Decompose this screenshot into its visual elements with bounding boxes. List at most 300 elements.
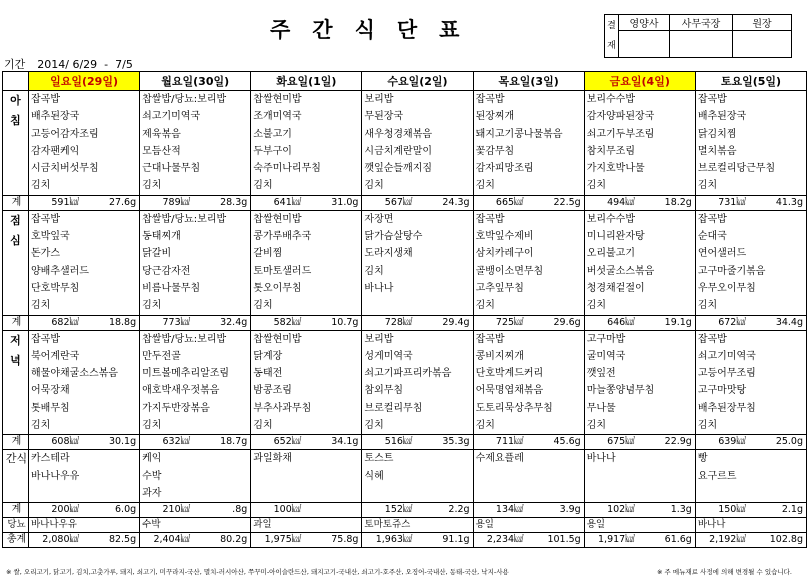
menu-item: 굴미역국 bbox=[586, 350, 626, 362]
menu-item: 찹쌀밥/당뇨:보리밥 bbox=[142, 213, 227, 225]
diabetic-cell: 용일 bbox=[584, 518, 695, 533]
subtotal-cell bbox=[251, 435, 362, 450]
snack-cell bbox=[251, 450, 362, 503]
menu-item: 잡곡밥 bbox=[31, 213, 60, 225]
menu-item: 김치 bbox=[253, 300, 273, 312]
subtotal-cell bbox=[140, 503, 251, 518]
menu-cell bbox=[695, 91, 806, 196]
menu-item: 만두전골 bbox=[142, 350, 181, 362]
protein-value: 1.3g bbox=[670, 504, 692, 516]
menu-item: 시금치계란말이 bbox=[364, 145, 433, 157]
subtotal-cell bbox=[29, 315, 140, 330]
protein-value: 19.1g bbox=[664, 316, 692, 328]
menu-item: 브로컬리당근무침 bbox=[697, 163, 776, 175]
meal-label: 아침 bbox=[3, 91, 29, 196]
menu-item: 닭갈비 bbox=[142, 248, 172, 260]
approval-box bbox=[604, 14, 792, 58]
snack-item: 토스트 bbox=[364, 453, 394, 465]
menu-item: 어묵장채 bbox=[31, 385, 70, 397]
subtotal-label: 계 bbox=[3, 195, 29, 210]
kcal-value: 591㎉ bbox=[51, 196, 79, 208]
menu-cell bbox=[584, 91, 695, 196]
protein-value: 80.2g bbox=[220, 534, 248, 546]
snack-item: 빵 bbox=[697, 453, 708, 465]
day-header: 월요일(30일) bbox=[140, 72, 251, 91]
approval-sign-head bbox=[733, 31, 792, 58]
menu-item: 잡곡밥 bbox=[31, 333, 60, 345]
protein-value: 29.4g bbox=[442, 316, 470, 328]
kcal-value: 682㎉ bbox=[51, 316, 79, 328]
protein-value: 30.1g bbox=[108, 436, 137, 448]
menu-item: 된장찌개 bbox=[475, 111, 515, 123]
menu-item: 참치무조림 bbox=[586, 145, 636, 157]
menu-item: 배추된장국 bbox=[697, 111, 747, 123]
subtotal-cell bbox=[473, 315, 584, 330]
grand-total-cell bbox=[584, 533, 695, 548]
subtotal-label: 계 bbox=[3, 503, 29, 518]
kcal-value: 639㎉ bbox=[718, 436, 746, 448]
menu-cell bbox=[695, 210, 806, 315]
protein-value: 29.6g bbox=[553, 316, 581, 328]
menu-item: 동태전 bbox=[253, 368, 283, 380]
grand-total-cell bbox=[362, 533, 473, 548]
menu-item: 우무오이무침 bbox=[697, 282, 756, 294]
snack-item: 바나나우유 bbox=[31, 470, 80, 482]
kcal-value: 652㎉ bbox=[273, 436, 302, 448]
grand-total-cell bbox=[695, 533, 806, 548]
approval-role-director: 사무국장 bbox=[670, 15, 733, 31]
menu-cell bbox=[362, 91, 473, 196]
subtotal-cell bbox=[695, 315, 806, 330]
approval-role-dietitian: 영양사 bbox=[619, 15, 670, 31]
menu-item: 가지호박나물 bbox=[586, 163, 645, 175]
approval-side-label: 결재 bbox=[605, 15, 619, 58]
menu-item: 골뱅이소면무침 bbox=[475, 265, 544, 277]
menu-item: 해물야채굴소스볶음 bbox=[31, 368, 118, 380]
menu-item: 찹쌀밥/당뇨:보리밥 bbox=[142, 94, 227, 105]
menu-item: 김치 bbox=[475, 300, 495, 312]
subtotal-cell bbox=[362, 315, 473, 330]
menu-item: 버섯굴소스볶음 bbox=[586, 265, 655, 277]
menu-cell bbox=[140, 330, 251, 435]
kcal-value: 516㎉ bbox=[384, 436, 413, 448]
menu-cell bbox=[140, 210, 251, 315]
kcal-value: 773㎉ bbox=[162, 316, 191, 328]
protein-value: .8g bbox=[232, 504, 248, 516]
menu-item: 김치 bbox=[142, 420, 162, 432]
subtotal-cell bbox=[584, 195, 695, 210]
menu-item: 어묵명엽채볶음 bbox=[475, 385, 544, 397]
grand-total-cell bbox=[140, 533, 251, 548]
kcal-value: 210㎉ bbox=[162, 504, 191, 516]
menu-cell bbox=[140, 91, 251, 196]
subtotal-cell bbox=[140, 315, 251, 330]
ingredient-origin-note: ※ 쌀, 오리고기, 닭고기, 김치,고춧가루, 돼지, 쇠고기, 미꾸라지-국산, 멸치-러시아산, 쭈꾸미-아이슬란드산, 돼지고기-국내산, 쇠고기-호주산, 오징어-국내산, 동태-국산, 낙지-사용 bbox=[6, 568, 509, 576]
kcal-value: 134㎉ bbox=[495, 504, 524, 516]
menu-cell bbox=[473, 210, 584, 315]
menu-item: 호박잎국 bbox=[31, 231, 70, 243]
subtotal-cell bbox=[473, 195, 584, 210]
menu-item: 고구마맛탕 bbox=[697, 385, 747, 397]
snack-item: 카스테라 bbox=[31, 453, 70, 465]
kcal-value: 789㎉ bbox=[162, 196, 191, 208]
period-label: 기간 bbox=[4, 58, 26, 71]
diabetic-cell: 용일 bbox=[473, 518, 584, 533]
kcal-value: 582㎉ bbox=[273, 316, 302, 328]
subtotal-cell bbox=[29, 435, 140, 450]
kcal-value: 646㎉ bbox=[607, 316, 635, 328]
menu-item: 양배추샐러드 bbox=[31, 265, 89, 277]
period-range: 2014/ 6/29 - 7/5 bbox=[37, 58, 133, 71]
menu-item: 도라지생채 bbox=[364, 248, 413, 260]
kcal-value: 494㎉ bbox=[607, 196, 635, 208]
diabetic-cell: 과일 bbox=[251, 518, 362, 533]
grand-total-label: 총계 bbox=[3, 533, 29, 548]
diabetic-cell: 바나나 bbox=[695, 518, 806, 533]
approval-sign-dietitian bbox=[619, 31, 670, 58]
menu-item: 김치 bbox=[31, 180, 51, 192]
grand-total-cell bbox=[251, 533, 362, 548]
menu-item: 김치 bbox=[364, 420, 384, 432]
menu-item: 마늘쫑양념무침 bbox=[586, 385, 655, 397]
protein-value: 18.2g bbox=[664, 196, 692, 208]
grand-total-row bbox=[3, 533, 807, 548]
subtotal-cell bbox=[695, 503, 806, 518]
protein-value: 27.6g bbox=[108, 196, 137, 208]
menu-item: 돼지고기콩나물볶음 bbox=[475, 128, 563, 140]
menu-item: 오리불고기 bbox=[586, 248, 636, 260]
menu-item: 모듬산적 bbox=[142, 145, 181, 157]
protein-value: 91.1g bbox=[442, 534, 470, 546]
menu-item: 찹쌀현미밥 bbox=[253, 333, 302, 345]
protein-value: 25.0g bbox=[775, 436, 803, 448]
subtotal-cell bbox=[251, 315, 362, 330]
menu-item: 무된장국 bbox=[364, 111, 404, 123]
menu-item: 고추잎무침 bbox=[475, 282, 524, 294]
menu-item: 동태찌개 bbox=[142, 231, 181, 243]
menu-cell bbox=[251, 91, 362, 196]
protein-value: 35.3g bbox=[442, 436, 470, 448]
menu-item: 김치 bbox=[697, 300, 718, 312]
menu-item: 제육볶음 bbox=[142, 128, 181, 140]
kcal-value: 2,234㎉ bbox=[486, 534, 524, 546]
kcal-value: 567㎉ bbox=[384, 196, 413, 208]
menu-item: 브로컬리무침 bbox=[364, 402, 423, 414]
protein-value: 101.5g bbox=[547, 534, 581, 546]
day-header: 금요일(4일) bbox=[584, 72, 695, 91]
protein-value: 18.8g bbox=[108, 316, 137, 328]
kcal-value: 675㎉ bbox=[607, 436, 635, 448]
snack-item: 요구르트 bbox=[697, 470, 737, 482]
protein-value: 102.8g bbox=[769, 534, 803, 546]
menu-cell bbox=[29, 330, 140, 435]
page-title: 주간식단표 bbox=[270, 17, 482, 42]
menu-item: 부추사과무침 bbox=[253, 402, 312, 414]
menu-item: 깻잎전 bbox=[586, 368, 616, 380]
kcal-value: 632㎉ bbox=[162, 436, 191, 448]
kcal-value: 1,963㎉ bbox=[375, 534, 413, 546]
subtotal-label: 계 bbox=[3, 315, 29, 330]
protein-value: 22.9g bbox=[664, 436, 692, 448]
menu-item: 잡곡밥 bbox=[697, 333, 727, 345]
menu-item: 잡곡밥 bbox=[475, 213, 505, 225]
menu-item: 김치 bbox=[364, 265, 384, 277]
menu-item: 자장면 bbox=[364, 213, 394, 225]
kcal-value: 608㎉ bbox=[51, 436, 79, 448]
menu-item: 고구마줄기볶음 bbox=[697, 265, 766, 277]
menu-item: 비름나물무침 bbox=[142, 282, 201, 294]
menu-item: 김치 bbox=[586, 300, 607, 312]
subtotal-cell bbox=[473, 503, 584, 518]
menu-item: 잡곡밥 bbox=[697, 94, 727, 105]
menu-item: 배추된장무침 bbox=[697, 402, 756, 414]
menu-item: 보리밥 bbox=[364, 94, 394, 105]
grand-total-cell bbox=[473, 533, 584, 548]
menu-item: 돈가스 bbox=[31, 248, 60, 260]
protein-value: 3.9g bbox=[559, 504, 581, 516]
menu-cell bbox=[695, 330, 806, 435]
approval-sign-director bbox=[670, 31, 733, 58]
menu-item: 감자피망조림 bbox=[475, 163, 534, 175]
menu-item: 소불고기 bbox=[253, 128, 292, 140]
menu-change-note: ※ 주 메뉴재료 사정에 의해 변경될 수 있습니다. bbox=[657, 568, 792, 576]
subtotal-cell bbox=[695, 195, 806, 210]
kcal-value: 2,080㎉ bbox=[42, 534, 79, 546]
protein-value: 32.4g bbox=[220, 316, 248, 328]
protein-value: 18.7g bbox=[220, 436, 248, 448]
kcal-value: 731㎉ bbox=[718, 196, 746, 208]
meal-label: 저녁 bbox=[3, 330, 29, 435]
menu-item: 밤콩조림 bbox=[253, 385, 292, 397]
menu-item: 배추된장국 bbox=[31, 111, 80, 123]
menu-cell bbox=[29, 210, 140, 315]
menu-item: 김치 bbox=[253, 420, 273, 432]
menu-item: 새우청경채볶음 bbox=[364, 128, 433, 140]
snack-label: 간식 bbox=[3, 450, 29, 503]
menu-item: 연어샐러드 bbox=[697, 248, 747, 260]
protein-value: 24.3g bbox=[442, 196, 470, 208]
menu-item: 김치 bbox=[586, 180, 607, 192]
subtotal-row bbox=[3, 503, 807, 518]
menu-item: 감자팬케익 bbox=[31, 145, 80, 157]
menu-item: 김치 bbox=[586, 420, 607, 432]
snack-item: 수제요플레 bbox=[475, 453, 524, 465]
subtotal-row bbox=[3, 195, 807, 210]
protein-value: 41.3g bbox=[775, 196, 803, 208]
menu-cell bbox=[362, 330, 473, 435]
menu-item: 무나물 bbox=[586, 402, 616, 414]
grand-total-cell bbox=[29, 533, 140, 548]
snack-cell bbox=[695, 450, 806, 503]
menu-item: 청경채겉절이 bbox=[586, 282, 645, 294]
subtotal-cell bbox=[29, 195, 140, 210]
menu-item: 닭김치찜 bbox=[697, 128, 737, 140]
period bbox=[4, 56, 133, 72]
menu-item: 보리수수밥 bbox=[586, 94, 636, 105]
subtotal-cell bbox=[362, 503, 473, 518]
kcal-value: 1,917㎉ bbox=[598, 534, 635, 546]
kcal-value: 1,975㎉ bbox=[264, 534, 302, 546]
meal-row bbox=[3, 330, 807, 435]
meal-label: 점심 bbox=[3, 210, 29, 315]
day-header: 목요일(3일) bbox=[473, 72, 584, 91]
menu-item: 시금치버섯무침 bbox=[31, 163, 99, 175]
menu-cell bbox=[584, 330, 695, 435]
menu-item: 잡곡밥 bbox=[697, 213, 727, 225]
subtotal-cell bbox=[584, 435, 695, 450]
menu-item: 김치 bbox=[475, 420, 495, 432]
day-header: 화요일(1일) bbox=[251, 72, 362, 91]
snack-cell bbox=[584, 450, 695, 503]
menu-item: 깻잎순들깨지짐 bbox=[364, 163, 433, 175]
protein-value: 2.2g bbox=[448, 504, 470, 516]
snack-item: 과일화채 bbox=[253, 453, 292, 465]
menu-item: 참외무침 bbox=[364, 385, 404, 397]
protein-value: 22.5g bbox=[553, 196, 581, 208]
menu-item: 미니리완자탕 bbox=[586, 231, 645, 243]
menu-item: 조개미역국 bbox=[253, 111, 302, 123]
menu-item: 닭계장 bbox=[253, 350, 283, 362]
menu-item: 찹쌀현미밥 bbox=[253, 94, 302, 105]
menu-item: 김치 bbox=[142, 180, 162, 192]
menu-item: 고등어무조림 bbox=[697, 368, 756, 380]
protein-value: 61.6g bbox=[664, 534, 692, 546]
meal-row bbox=[3, 210, 807, 315]
snack-cell bbox=[362, 450, 473, 503]
menu-item: 애호박새우젓볶음 bbox=[142, 385, 220, 397]
snack-item: 과자 bbox=[142, 487, 162, 499]
diabetic-row bbox=[3, 518, 807, 533]
protein-value: 28.3g bbox=[220, 196, 248, 208]
menu-item: 단호박무침 bbox=[31, 282, 80, 294]
menu-item: 콩비지찌개 bbox=[475, 350, 524, 362]
kcal-value: 665㎉ bbox=[495, 196, 524, 208]
subtotal-cell bbox=[584, 503, 695, 518]
approval-role-head: 원장 bbox=[733, 15, 792, 31]
menu-item: 김치 bbox=[31, 300, 51, 312]
protein-value: 34.4g bbox=[775, 316, 803, 328]
menu-item: 잡곡밥 bbox=[31, 94, 60, 105]
protein-value: 82.5g bbox=[108, 534, 137, 546]
kcal-value: 200㎉ bbox=[51, 504, 79, 516]
menu-item: 닭가슴살탕수 bbox=[364, 231, 423, 243]
snack-item: 바나나 bbox=[586, 453, 616, 465]
menu-item: 호박잎수제비 bbox=[475, 231, 534, 243]
protein-value: 34.1g bbox=[331, 436, 359, 448]
menu-cell bbox=[473, 330, 584, 435]
day-header: 토요일(5일) bbox=[695, 72, 806, 91]
menu-item: 찹쌀현미밥 bbox=[253, 213, 302, 225]
menu-item: 도토리묵상추무침 bbox=[475, 402, 553, 414]
snack-cell bbox=[140, 450, 251, 503]
kcal-value: 100㎉ bbox=[273, 504, 302, 516]
menu-cell bbox=[251, 210, 362, 315]
menu-item: 김치 bbox=[364, 180, 384, 192]
protein-value: 6.0g bbox=[115, 504, 137, 516]
menu-item: 김치 bbox=[475, 180, 495, 192]
menu-table bbox=[2, 71, 807, 548]
menu-cell bbox=[362, 210, 473, 315]
subtotal-cell bbox=[140, 195, 251, 210]
menu-item: 감자양파된장국 bbox=[586, 111, 655, 123]
subtotal-cell bbox=[584, 315, 695, 330]
menu-cell bbox=[473, 91, 584, 196]
kcal-value: 711㎉ bbox=[495, 436, 524, 448]
menu-item: 잡곡밥 bbox=[475, 333, 505, 345]
menu-item: 톳오이무침 bbox=[253, 282, 302, 294]
menu-item: 보리수수밥 bbox=[586, 213, 636, 225]
menu-item: 김치 bbox=[253, 180, 273, 192]
menu-item: 보리밥 bbox=[364, 333, 394, 345]
menu-item: 쇠고기미역국 bbox=[142, 111, 201, 123]
menu-cell bbox=[29, 91, 140, 196]
protein-value: 10.7g bbox=[331, 316, 359, 328]
menu-item: 김치 bbox=[697, 180, 718, 192]
subtotal-cell bbox=[473, 435, 584, 450]
snack-cell bbox=[29, 450, 140, 503]
menu-item: 두부구이 bbox=[253, 145, 292, 157]
menu-item: 쇠고기미역국 bbox=[697, 350, 756, 362]
subtotal-cell bbox=[29, 503, 140, 518]
kcal-value: 2,404㎉ bbox=[153, 534, 191, 546]
subtotal-cell bbox=[362, 195, 473, 210]
kcal-value: 725㎉ bbox=[495, 316, 524, 328]
snack-item: 수박 bbox=[142, 470, 162, 482]
kcal-value: 641㎉ bbox=[273, 196, 302, 208]
menu-item: 단호박계드커리 bbox=[475, 368, 544, 380]
menu-item: 삼치카레구이 bbox=[475, 248, 534, 260]
menu-item: 가지두반장볶음 bbox=[142, 402, 210, 414]
diabetic-label: 당뇨 bbox=[3, 518, 29, 533]
menu-item: 찹쌀밥/당뇨:보리밥 bbox=[142, 333, 227, 345]
snack-item: 식혜 bbox=[364, 470, 384, 482]
corner-cell bbox=[3, 72, 29, 91]
menu-item: 고구마밥 bbox=[586, 333, 626, 345]
menu-cell bbox=[584, 210, 695, 315]
protein-value: 45.6g bbox=[553, 436, 581, 448]
menu-item: 고등어감자조림 bbox=[31, 128, 99, 140]
subtotal-row bbox=[3, 435, 807, 450]
subtotal-label: 계 bbox=[3, 435, 29, 450]
menu-item: 숙주미나리무침 bbox=[253, 163, 321, 175]
menu-item: 바나나 bbox=[364, 282, 394, 294]
menu-item: 당근감자전 bbox=[142, 265, 191, 277]
menu-item: 쇠고기파프리카볶음 bbox=[364, 368, 452, 380]
menu-item: 쇠고기두부조림 bbox=[586, 128, 655, 140]
protein-value: 2.1g bbox=[781, 504, 803, 516]
snack-row bbox=[3, 450, 807, 503]
menu-item: 성게미역국 bbox=[364, 350, 413, 362]
day-header: 일요일(29일) bbox=[29, 72, 140, 91]
kcal-value: 2,192㎉ bbox=[709, 534, 746, 546]
menu-item: 멸치볶음 bbox=[697, 145, 737, 157]
kcal-value: 102㎉ bbox=[607, 504, 635, 516]
menu-item: 꽃감무침 bbox=[475, 145, 515, 157]
diabetic-cell: 토마토쥬스 bbox=[362, 518, 473, 533]
snack-cell bbox=[473, 450, 584, 503]
menu-item: 근대나물무침 bbox=[142, 163, 201, 175]
protein-value: 31.0g bbox=[331, 196, 359, 208]
menu-item: 북어계란국 bbox=[31, 350, 80, 362]
meal-row bbox=[3, 91, 807, 196]
protein-value: 75.8g bbox=[331, 534, 359, 546]
day-header-row bbox=[3, 72, 807, 91]
menu-item: 잡곡밥 bbox=[475, 94, 505, 105]
menu-item: 김치 bbox=[697, 420, 718, 432]
kcal-value: 672㎉ bbox=[718, 316, 746, 328]
subtotal-row bbox=[3, 315, 807, 330]
subtotal-cell bbox=[695, 435, 806, 450]
